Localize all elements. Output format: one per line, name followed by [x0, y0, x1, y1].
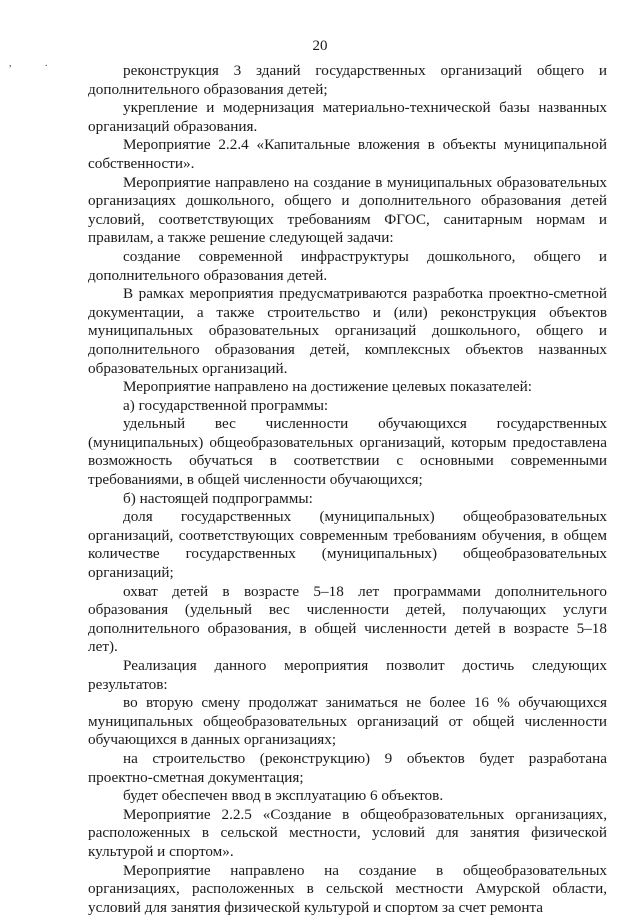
- paragraph: Мероприятие 2.2.5 «Создание в общеобразовательных организациях, расположенных в сельской местности, условий для занятия физической культурой и спортом».: [88, 805, 607, 860]
- paragraph: б) настоящей подпрограммы:: [123, 489, 313, 507]
- paragraph: реконструкция 3 зданий государственных организаций общего и дополнительного образования детей;: [88, 62, 607, 98]
- scan-mark: ,: [9, 58, 12, 69]
- paragraph: охват детей в возрасте 5–18 лет программами дополнительного образования (удельный вес численности детей, получающих услуги дополнительного образования, в общей численности детей в возрасте 5–18 лет).: [88, 582, 607, 656]
- paragraph: В рамках мероприятия предусматриваются разработка проектно-сметной документации, а также строительство и (или) реконструкция объектов муниципальных образовательных организаций дошкольного, общего и дополнительного образования детей, комплексных объектов названных образовательных организаций.: [88, 285, 607, 377]
- paragraph: а) государственной программы:: [123, 396, 329, 414]
- paragraph: Мероприятие направлено на достижение целевых показателей:: [123, 378, 532, 396]
- scan-mark: .: [45, 58, 48, 69]
- paragraph: укрепление и модернизация материально-технической базы названных организаций образования.: [88, 99, 607, 135]
- paragraph: удельный вес численности обучающихся государственных (муниципальных) общеобразовательных организаций, которым предоставлена возможность обучаться в соответствии с основными современными требованиями, в общей численности обучающихся;: [88, 415, 607, 489]
- paragraph: Мероприятие направлено на создание в муниципальных образовательных организациях дошкольного, общего и дополнительного образования детей условий, соответствующих требованиям ФГОС, санитарным нормам и правилам, а также решение следующей задачи:: [88, 173, 607, 247]
- paragraph: Реализация данного мероприятия позволит достичь следующих результатов:: [88, 657, 607, 693]
- document-body: [88, 62, 607, 917]
- paragraph: Мероприятие направлено на создание в общеобразовательных организациях, расположенных в сельской местности Амурской области, условий для занятия физической культурой и спортом за счет ремонта: [88, 861, 607, 916]
- paragraph: на строительство (реконструкцию) 9 объектов будет разработана проектно-сметная документация;: [88, 749, 607, 786]
- paragraph: будет обеспечен ввод в эксплуатацию 6 объектов.: [123, 787, 444, 805]
- paragraph: Мероприятие 2.2.4 «Капитальные вложения в объекты муниципальной собственности».: [88, 136, 607, 172]
- paragraph: создание современной инфраструктуры дошкольного, общего и дополнительного образования детей.: [88, 247, 607, 284]
- paragraph: доля государственных (муниципальных) общеобразовательных организаций, соответствующих современным требованиям обучения, в общем количестве государственных (муниципальных) общеобразовательных организаций;: [88, 508, 607, 582]
- paragraph: во вторую смену продолжат заниматься не более 16 % обучающихся муниципальных общеобразовательных организаций от общей численности обучающихся в данных организациях;: [88, 694, 607, 749]
- page-number: 20: [312, 38, 328, 54]
